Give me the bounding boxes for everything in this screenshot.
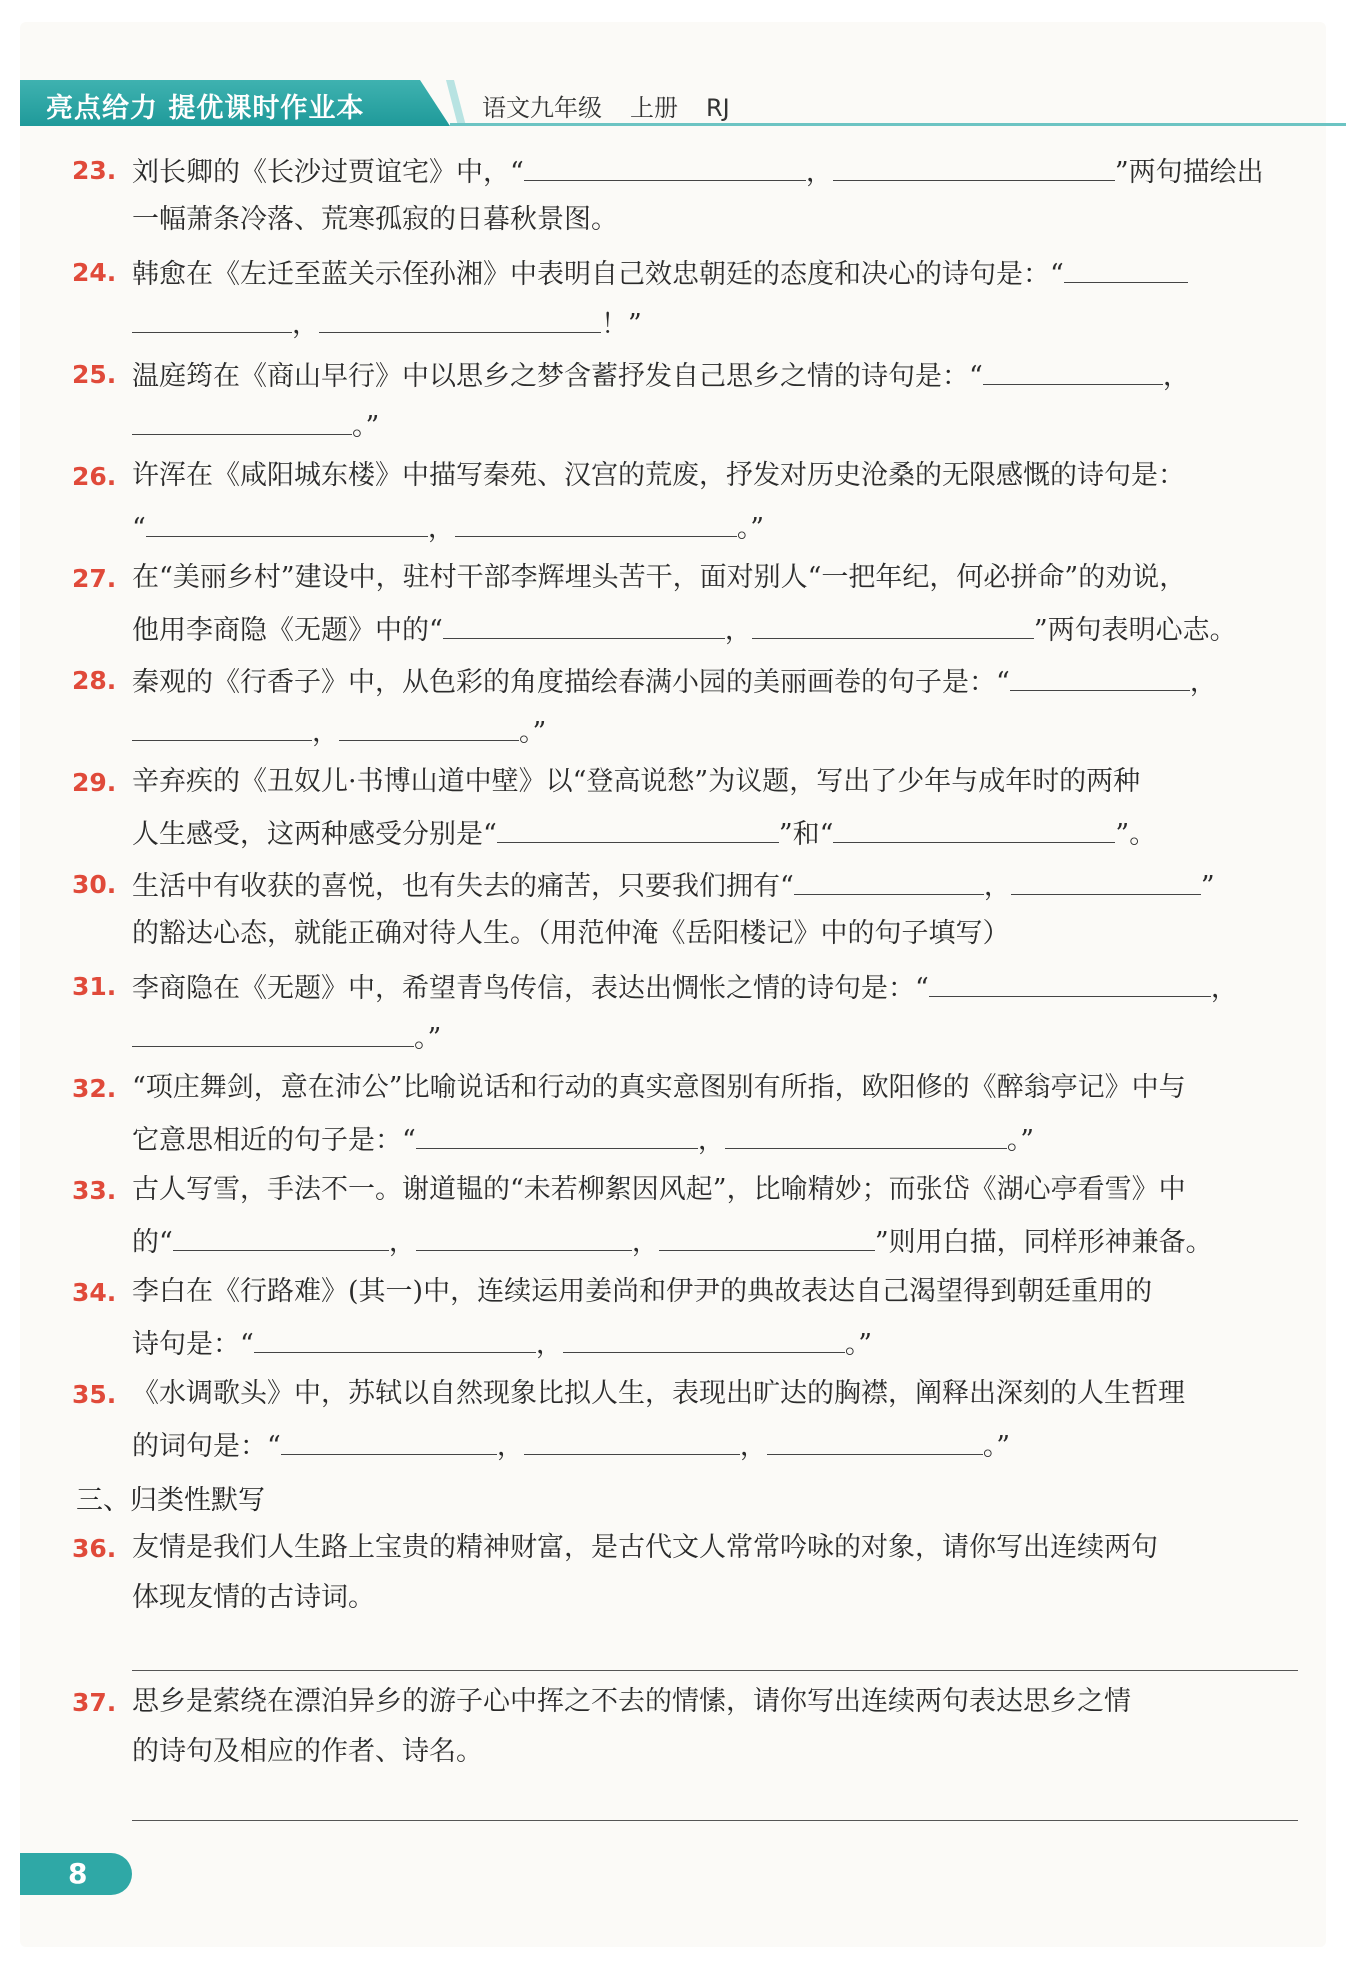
book-title: 亮点给力 提优课时作业本	[46, 93, 365, 124]
question-text: 它意思相近的句子是：“	[132, 1125, 416, 1156]
answer-line[interactable]	[132, 1670, 1298, 1671]
answer-blank[interactable]	[443, 610, 725, 639]
answer-blank[interactable]	[794, 866, 984, 895]
question-text: 。”	[844, 1329, 873, 1360]
question-text: “	[132, 513, 146, 544]
answer-blank[interactable]	[416, 1120, 698, 1149]
question-line: 在“美丽乡村”建设中，驻村干部李辉埋头苦干，面对别人“一把年纪，何必拼命”的劝说，	[132, 562, 1187, 593]
answer-blank[interactable]	[146, 508, 428, 537]
question-text: ，	[1162, 361, 1190, 392]
question-line	[132, 814, 1156, 853]
question-text: ，	[312, 717, 339, 748]
answer-blank[interactable]	[281, 1426, 497, 1455]
question-line	[132, 610, 1237, 649]
question-number: 37.	[72, 1688, 117, 1717]
question-text: 。”	[352, 411, 380, 442]
question-line	[132, 866, 1215, 905]
question-text: ”	[1200, 871, 1215, 902]
answer-blank[interactable]	[983, 356, 1163, 385]
question-number: 30.	[72, 870, 117, 899]
answer-blank[interactable]	[173, 1222, 389, 1251]
question-text: 韩愈在《左迁至蓝关示侄孙湘》中表明自己效忠朝廷的态度和决心的诗句是：“	[132, 259, 1064, 290]
question-text: ，	[983, 871, 1011, 902]
question-text: ”两句表明心志。	[1033, 615, 1237, 646]
answer-blank[interactable]	[132, 712, 312, 741]
question-line: 古人写雪，手法不一。谢道韫的“未若柳絮因风起”，比喻精妙；而张岱《湖心亭看雪》中	[132, 1174, 1186, 1205]
answer-blank[interactable]	[833, 814, 1115, 843]
question-text: 。”	[736, 513, 765, 544]
answer-blank[interactable]	[767, 1426, 983, 1455]
question-number: 32.	[72, 1074, 117, 1103]
answer-blank[interactable]	[725, 1120, 1007, 1149]
header-tab-accent	[446, 80, 466, 126]
question-text: ”两句描绘出	[1114, 157, 1264, 188]
answer-blank[interactable]	[659, 1222, 875, 1251]
question-line	[132, 1426, 1010, 1465]
question-text: 人生感受，这两种感受分别是“	[132, 819, 497, 850]
page-number-badge	[20, 1853, 132, 1895]
question-text: ”。	[1115, 819, 1157, 850]
answer-blank[interactable]	[524, 152, 806, 181]
question-line	[132, 712, 546, 751]
answer-blank[interactable]	[563, 1324, 845, 1353]
question-line	[132, 1120, 1034, 1159]
question-number: 28.	[72, 666, 117, 695]
question-line	[132, 968, 1238, 1007]
question-line	[132, 152, 1264, 191]
page-number: 8	[68, 1857, 88, 1890]
answer-blank[interactable]	[455, 508, 737, 537]
question-number: 23.	[72, 156, 117, 185]
question-line	[132, 508, 764, 547]
question-number: 24.	[72, 258, 117, 287]
question-text: 温庭筠在《商山早行》中以思乡之梦含蓄抒发自己思乡之情的诗句是：“	[132, 361, 983, 392]
question-number: 33.	[72, 1176, 117, 1205]
question-number: 31.	[72, 972, 117, 1001]
question-text: 。”	[982, 1431, 1011, 1462]
answer-blank[interactable]	[254, 1324, 536, 1353]
question-text: ，	[496, 1431, 524, 1462]
question-line: 的诗句及相应的作者、诗名。	[132, 1736, 483, 1767]
answer-blank[interactable]	[524, 1426, 740, 1455]
section-heading: 三、归类性默写	[76, 1485, 265, 1516]
answer-blank[interactable]	[1064, 254, 1188, 283]
question-text: ，	[724, 615, 752, 646]
question-text: ，	[739, 1431, 767, 1462]
answer-blank[interactable]	[833, 152, 1115, 181]
answer-blank[interactable]	[132, 304, 292, 333]
volume-label: 上册	[630, 94, 678, 122]
question-text: 。”	[1006, 1125, 1035, 1156]
answer-blank[interactable]	[319, 304, 601, 333]
question-text: ”和“	[778, 819, 834, 850]
question-number: 25.	[72, 360, 117, 389]
question-text: 刘长卿的《长沙过贾谊宅》中，“	[132, 157, 524, 188]
question-text: ，	[427, 513, 455, 544]
question-text: 他用李商隐《无题》中的“	[132, 615, 443, 646]
answer-blank[interactable]	[929, 968, 1211, 997]
question-line: 《水调歌头》中，苏轼以自然现象比拟人生，表现出旷达的胸襟，阐释出深刻的人生哲理	[132, 1378, 1185, 1409]
question-line: 的豁达心态，就能正确对待人生。（用范仲淹《岳阳楼记》中的句子填写）	[132, 918, 1010, 949]
answer-blank[interactable]	[1011, 866, 1201, 895]
question-text: 。”	[414, 1023, 442, 1054]
question-text: 诗句是：“	[132, 1329, 254, 1360]
answer-blank[interactable]	[1010, 662, 1190, 691]
question-line: 许浑在《咸阳城东楼》中描写秦苑、汉宫的荒废，抒发对历史沧桑的无限感慨的诗句是：	[132, 460, 1185, 491]
question-line: 李白在《行路难》(其一)中，连续运用姜尚和伊尹的典故表达自己渴望得到朝廷重用的	[132, 1276, 1153, 1307]
question-line	[132, 304, 642, 343]
question-line	[132, 1222, 1213, 1261]
book-info	[482, 88, 758, 123]
question-line	[132, 406, 379, 445]
question-text: 。”	[519, 717, 547, 748]
question-text: ，	[697, 1125, 725, 1156]
question-number: 35.	[72, 1380, 117, 1409]
question-line	[132, 1324, 872, 1363]
question-text: 的词句是：“	[132, 1431, 281, 1462]
answer-blank[interactable]	[416, 1222, 632, 1251]
question-text: 的“	[132, 1227, 173, 1258]
question-text: ”则用白描，同样形神兼备。	[874, 1227, 1213, 1258]
answer-blank[interactable]	[132, 406, 352, 435]
question-line: 友情是我们人生路上宝贵的精神财富，是古代文人常常吟咏的对象，请你写出连续两句	[132, 1532, 1158, 1563]
question-text: ，	[535, 1329, 563, 1360]
edition-label: RJ	[706, 94, 730, 122]
question-number: 27.	[72, 564, 117, 593]
question-text: ！”	[601, 309, 642, 340]
answer-blank[interactable]	[339, 712, 519, 741]
question-number: 36.	[72, 1534, 117, 1563]
question-line	[132, 254, 1188, 293]
question-text: ，	[1210, 973, 1238, 1004]
question-text: ，	[631, 1227, 659, 1258]
question-text: 李商隐在《无题》中，希望青鸟传信，表达出惆怅之情的诗句是：“	[132, 973, 929, 1004]
question-line: 体现友情的古诗词。	[132, 1582, 375, 1613]
answer-blank[interactable]	[132, 1018, 414, 1047]
question-line	[132, 356, 1190, 395]
question-number: 26.	[72, 462, 117, 491]
question-text: ，	[805, 157, 833, 188]
header-rule	[450, 123, 1346, 126]
answer-line[interactable]	[132, 1820, 1298, 1821]
question-number: 34.	[72, 1278, 117, 1307]
answer-blank[interactable]	[497, 814, 779, 843]
question-text: 生活中有收获的喜悦，也有失去的痛苦，只要我们拥有“	[132, 871, 794, 902]
question-line: “项庄舞剑，意在沛公”比喻说话和行动的真实意图别有所指，欧阳修的《醉翁亭记》中与	[132, 1072, 1186, 1103]
answer-blank[interactable]	[752, 610, 1034, 639]
question-text: ，	[1189, 667, 1217, 698]
question-number: 29.	[72, 768, 117, 797]
page-header	[20, 80, 1326, 126]
subject-label: 语文九年级	[482, 94, 602, 122]
question-line	[132, 662, 1217, 701]
question-line: 思乡是萦绕在漂泊异乡的游子心中挥之不去的情愫，请你写出连续两句表达思乡之情	[132, 1686, 1131, 1717]
question-line	[132, 1018, 441, 1057]
question-text: ，	[388, 1227, 416, 1258]
question-line: 辛弃疾的《丑奴儿·书博山道中壁》以“登高说愁”为议题，写出了少年与成年时的两种	[132, 766, 1141, 797]
question-line: 一幅萧条冷落、荒寒孤寂的日暮秋景图。	[132, 204, 618, 235]
question-text: ，	[292, 309, 319, 340]
question-text: 秦观的《行香子》中，从色彩的角度描绘春满小园的美丽画卷的句子是：“	[132, 667, 1010, 698]
